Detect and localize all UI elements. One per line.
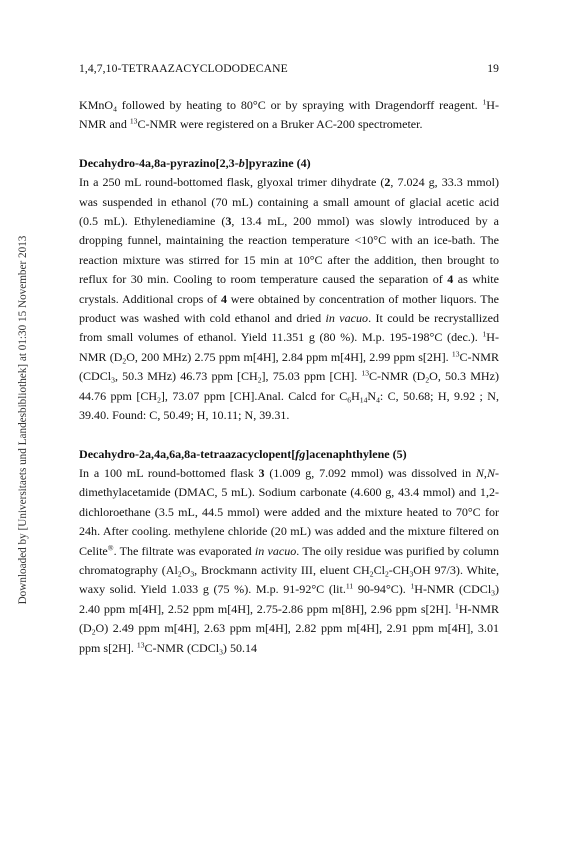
intro-paragraph: KMnO$_4$ followed by heating to 80°C or by spraying with Dragendorff reagent. $^1$H-NMR and $^{13}$C-NMR were registered on a Bruker AC-200 spectrometer. bbox=[79, 97, 499, 132]
section-heading-compound-5: Decahydro-2a,4a,6a,8a-tetraazacyclopent[fg]acenaphthylene (5) bbox=[79, 446, 407, 461]
page-number: 19 bbox=[487, 62, 499, 75]
procedure-paragraph-compound-4: In a 250 mL round-bottomed flask, glyoxal trimer dihydrate (2, 7.024 g, 33.3 mmol) was suspended in ethanol (70 mL) containing a small amount of glacial acetic acid (0.5 mL). Ethylenediamine (3, 13.4 mL, 200 mmol) was slowly introduced by a dropping funnel, maintaining the reaction temperature <10°C with an ice-bath. The reaction mixture was stirred for 15 min at 10°C after the addition, then brought to reflux for 30 min. Cooling to room temperature caused the separation of 4 as white crystals. Additional crops of 4 were obtained by concentration of mother liquors. The product was washed with cold ethanol and dried in vacuo. It could be recrystallized from small volumes of ethanol. Yield 11.351 g (80 %). M.p. 195-198°C (dec.). $^1$H-NMR ($D_2O$, 200 MHz) 2.75 ppm m[4H], 2.84 ppm m[4H], 2.99 ppm s[2H]. $^{13}$C-NMR (CDCl$_3$, 50.3 MHz) 46.73 ppm $[CH_2]$, 75.03 ppm [CH]. $^{13}$C-NMR ($D_2O$, 50.3 MHz) 44.76 ppm $[CH_2]$, 73.07 ppm [CH].Anal. Calcd for $C_6H_{14}N_4$: C, 50.68; H, 9.92 ; N, 39.40. Found: C, 50.49; H, 10.11; N, 39.31. bbox=[79, 175, 500, 423]
download-watermark: Downloaded by [Universitaets und Landesbibliothek] at 01:30 15 November 2013 bbox=[17, 235, 29, 605]
section-heading-compound-4: Decahydro-4a,8a-pyrazino[2,3-b]pyrazine (4) bbox=[79, 155, 311, 170]
procedure-paragraph-compound-5: In a 100 mL round-bottomed flask 3 (1.009 g, 7.092 mmol) was dissolved in N,N-dimethylacetamide (DMAC, 5 mL). Sodium carbonate (4.600 g, 43.4 mmol) and 1,2-dichloroethane (3.5 mL, 44.5 mmol) were added and the mixture heated to 70°C for 24h. After cooling. methylene chloride (20 mL) was added and the mixture filtered on Celite®. The filtrate was evaporated in vacuo. The oily residue was purified by column chromatography ($Al_2O_3$, Brockmann activity III, eluent $CH_2Cl_2-CH_3OH$ 97/3). White, waxy solid. Yield 1.033 g (75 %). M.p. 91-92°C (lit.$^{11}$ 90-94°C). $^1$H-NMR (CDCl$_3$) 2.40 ppm m[4H], 2.52 ppm m[4H], 2.75-2.86 ppm m[8H], 2.96 ppm s[2H]. $^1$H-NMR $(D_2O)$ 2.49 ppm m[4H], 2.63 ppm m[4H], 2.82 ppm m[4H], 2.91 ppm m[4H], 3.01 ppm s[2H]. $^{13}$C-NMR (CDCl$_3$) 50.14 bbox=[79, 465, 500, 657]
running-title: 1,4,7,10-TETRAAZACYCLODODECANE bbox=[79, 62, 288, 75]
page-body bbox=[79, 96, 499, 658]
